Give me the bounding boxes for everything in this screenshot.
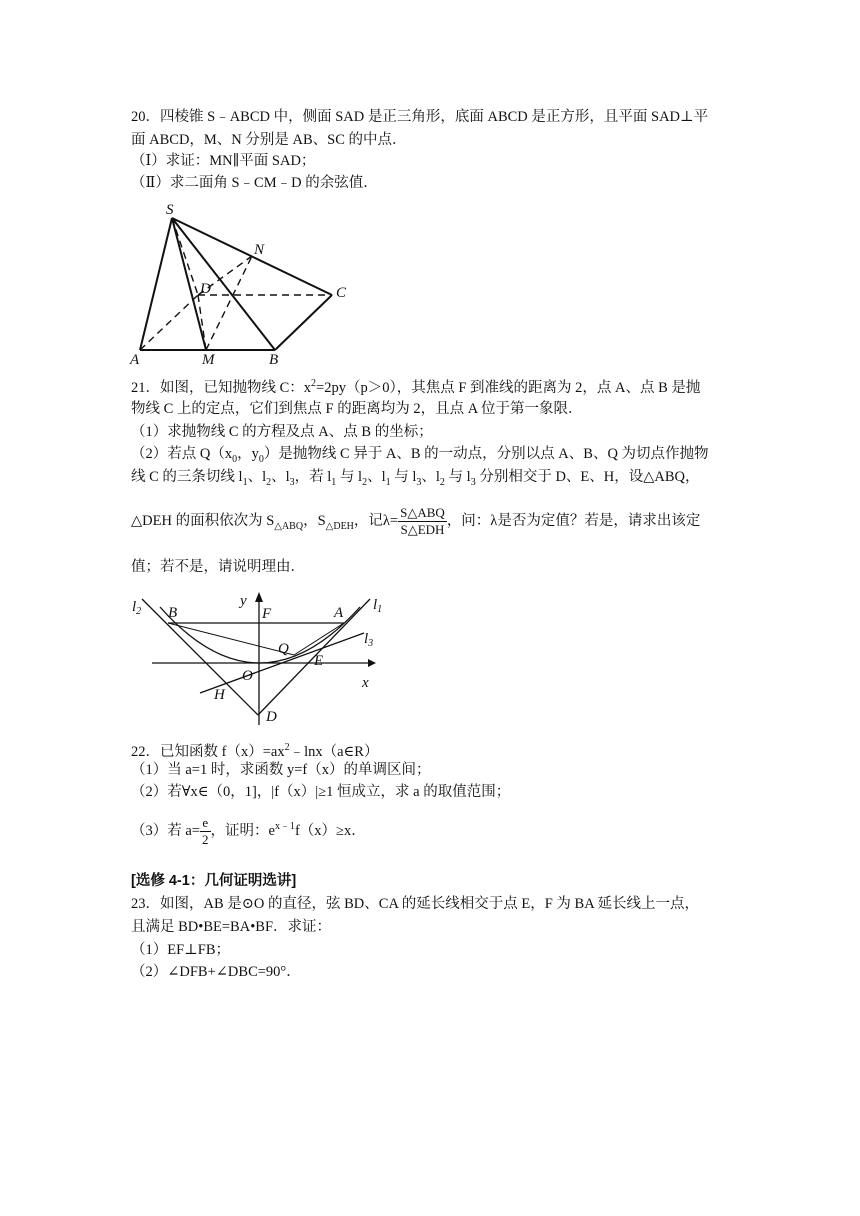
q21-part2: （2）若点 $Q(x_0$，$y_0$）是抛物线 C 异于 A、B 的一动点，分别以点 A、B、Q 为切点作抛物 xyxy=(131,446,709,465)
segment-BQ xyxy=(168,623,294,655)
edge-SA xyxy=(140,218,172,350)
lambda-fraction: $\frac{\text{S△ABQ}}{\text{S△EDH}}$ xyxy=(400,505,445,538)
edge-AD xyxy=(140,295,198,350)
label-B: B xyxy=(168,605,178,621)
label-E: E xyxy=(314,653,324,669)
q22-part3: （3）若 a= $\frac{e}{2}$ ，证明：$e^{x﹣1}f(x)\ge x$． xyxy=(131,815,366,847)
label-B: B xyxy=(269,352,279,368)
a-fraction: $\frac{e}{2}$ xyxy=(202,815,209,847)
segment-QA xyxy=(294,623,344,655)
parabola-figure xyxy=(128,585,386,730)
q23-line1: 23．如图，AB 是⊙O 的直径，弦 BD、CA 的延长线相交于点 E，F 为 BA 延长线上一点， xyxy=(131,896,700,912)
q23-part2: （2）∠DFB+∠DBC=90°． xyxy=(131,964,301,980)
q22-part2: （2）若∀x∈（0，1]，|f（x）|≥1 恒成立，求 a 的取值范围； xyxy=(131,784,511,800)
label-H: H xyxy=(214,687,225,703)
y-axis-arrow xyxy=(255,592,263,602)
tangent-l2 xyxy=(142,599,258,715)
label-l1: $l_1$ xyxy=(373,597,383,615)
label-l2: $l_2$ xyxy=(132,599,142,617)
label-Q: Q xyxy=(278,641,289,657)
q21-part1: （1）求抛物线 C 的方程及点 A、点 B 的坐标； xyxy=(131,424,433,440)
label-O: O xyxy=(242,668,253,684)
label-A: A xyxy=(130,352,140,368)
q23-line2: 且满足 BD•BE=BA•BF．求证： xyxy=(131,919,332,935)
edge-BC xyxy=(275,295,332,350)
q20-line2: 面 ABCD，M、N 分别是 AB、SC 的中点． xyxy=(131,132,407,148)
label-A: A xyxy=(334,605,344,621)
parabola-curve xyxy=(160,607,360,663)
q22-part1: （1）当 a=1 时，求函数 y=f（x）的单调区间； xyxy=(131,762,431,778)
label-x: x xyxy=(362,675,369,691)
label-l3: $l_3$ xyxy=(364,631,374,649)
q22-line1: 22．已知函数 $f(x)=ax^2﹣\ln x(a\in R)$ xyxy=(131,742,379,760)
label-D: D xyxy=(200,281,211,297)
label-C: C xyxy=(336,285,347,301)
q21-line4: 线 C 的三条切线 $l_1$、$l_2$、$l_3$，若 $l_1$ 与 $l_2$、$l_1$ 与 $l_3$、$l_2$ 与 $l_3$ 分别相交于 D、E、H，设△ABQ， xyxy=(131,469,700,488)
q21-line5: △DEH 的面积依次为 $S_{\triangle ABQ}$，$S_{\triangle DEH}$，记λ= $\frac{\text{S△ABQ}}{\text{S△EDH}}$ ，问：λ是否为定值？若是，请求出该定 xyxy=(131,505,701,538)
pyramid-figure xyxy=(128,198,358,368)
q23-heading: [选修 4-1：几何证明选讲] xyxy=(131,873,297,889)
q21-line1: 21．如图，已知抛物线 C：$x^2=2py(p>0)$，其焦点 F 到准线的距离为 2，点 A、点 B 是抛 xyxy=(131,378,701,396)
q20-line1: 20．四棱锥 S﹣ABCD 中，侧面 SAD 是正三角形，底面 ABCD 是正方形，且平面 SAD⊥平 xyxy=(131,109,709,125)
q20-part2: （Ⅱ）求二面角 S﹣CM﹣D 的余弦值． xyxy=(131,175,378,191)
label-M: M xyxy=(202,352,215,368)
q20-part1: （Ⅰ）求证：MN∥平面 SAD； xyxy=(131,153,316,169)
edge-SB xyxy=(172,218,275,350)
label-S: S xyxy=(166,202,174,218)
q23-part1: （1）EF⊥FB； xyxy=(131,942,231,958)
x-axis-arrow xyxy=(368,659,376,667)
q21-line6: 值；若不是，请说明理由． xyxy=(131,559,305,575)
label-N: N xyxy=(254,242,265,258)
label-y: y xyxy=(240,593,247,609)
label-D: D xyxy=(266,709,277,725)
label-F: F xyxy=(262,606,272,622)
q21-line2: 物线 C 上的定点，它们到焦点 F 的距离均为 2，且点 A 位于第一象限． xyxy=(131,401,583,417)
